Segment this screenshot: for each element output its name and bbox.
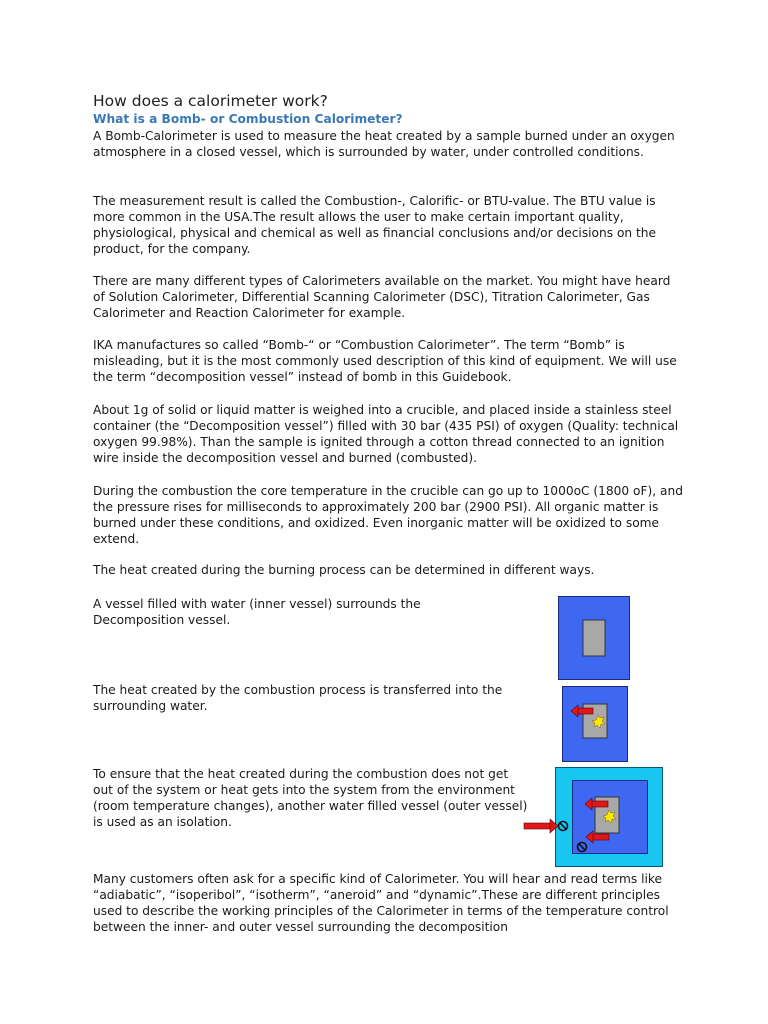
document-title: How does a calorimeter work? — [93, 92, 328, 110]
paragraph-6: During the combustion the core temperature in the crucible can go up to 1000oC (1800 oF), and the pressure rises for milliseconds to approximately 200 bar (2900 PSI). All organic matter is burned under these conditions, and oxidized. Even inorganic matter will be oxidized to some extend. — [93, 484, 683, 546]
outer-vessel-figure — [522, 767, 664, 867]
inner-vessel-figure — [558, 596, 630, 680]
paragraph-2: The measurement result is called the Combustion-, Calorific- or BTU-value. The BTU value is more common in the USA.The result allows the user to make certain important quality, physiological, physical and chemical as well as financial conclusions and/or decisions on the product, for the company. — [93, 194, 657, 256]
paragraph-1: A Bomb-Calorimeter is used to measure the heat created by a sample burned under an oxygen atmosphere in a closed vessel, which is surrounded by water, under controlled conditions. — [93, 129, 675, 159]
external-heat-arrow-icon — [524, 819, 558, 833]
heat-transfer-figure — [562, 686, 628, 762]
document-subtitle: What is a Bomb- or Combustion Calorimeter? — [93, 112, 403, 126]
paragraph-9: The heat created by the combustion process is transferred into the surrounding water. — [93, 683, 503, 713]
paragraph-3: There are many different types of Calorimeters available on the market. You might have heard of Solution Calorimeter, Differential Scanning Calorimeter (DSC), Titration Calorimeter, Gas Calorimeter and Reaction Calorimeter for example. — [93, 274, 671, 320]
paragraph-8: A vessel filled with water (inner vessel) surrounds the Decomposition vessel. — [93, 597, 421, 627]
paragraph-11: Many customers often ask for a specific kind of Calorimeter. You will hear and read terms like “adiabatic”, “isoperibol”, “isotherm”, “aneroid” and “dynamic”.These are different principles used to describe the working principles of the Calorimeter in terms of the temperature control between the inner- and outer vessel surrounding the decomposition — [93, 872, 669, 934]
paragraph-10: To ensure that the heat created during the combustion does not get out of the system or heat gets into the system from the environment (room temperature changes), another water filled vessel (outer vessel) is used as an isolation. — [93, 767, 528, 829]
paragraph-4: IKA manufactures so called “Bomb-“ or “Combustion Calorimeter”. The term “Bomb” is misleading, but it is the most commonly used description of this kind of equipment. We will use the term “decomposition vessel” instead of bomb in this Guidebook. — [93, 338, 677, 384]
paragraph-5: About 1g of solid or liquid matter is weighed into a crucible, and placed inside a stainless steel container (the “Decomposition vessel”) filled with 30 bar (435 PSI) of oxygen (Quality: technical oxygen 99.98%). Than the sample is ignited through a cotton thread connected to an ignition wire inside the decomposition vessel and burned (combusted). — [93, 403, 679, 465]
paragraph-7: The heat created during the burning process can be determined in different ways. — [93, 563, 595, 577]
decomposition-vessel — [583, 620, 605, 656]
